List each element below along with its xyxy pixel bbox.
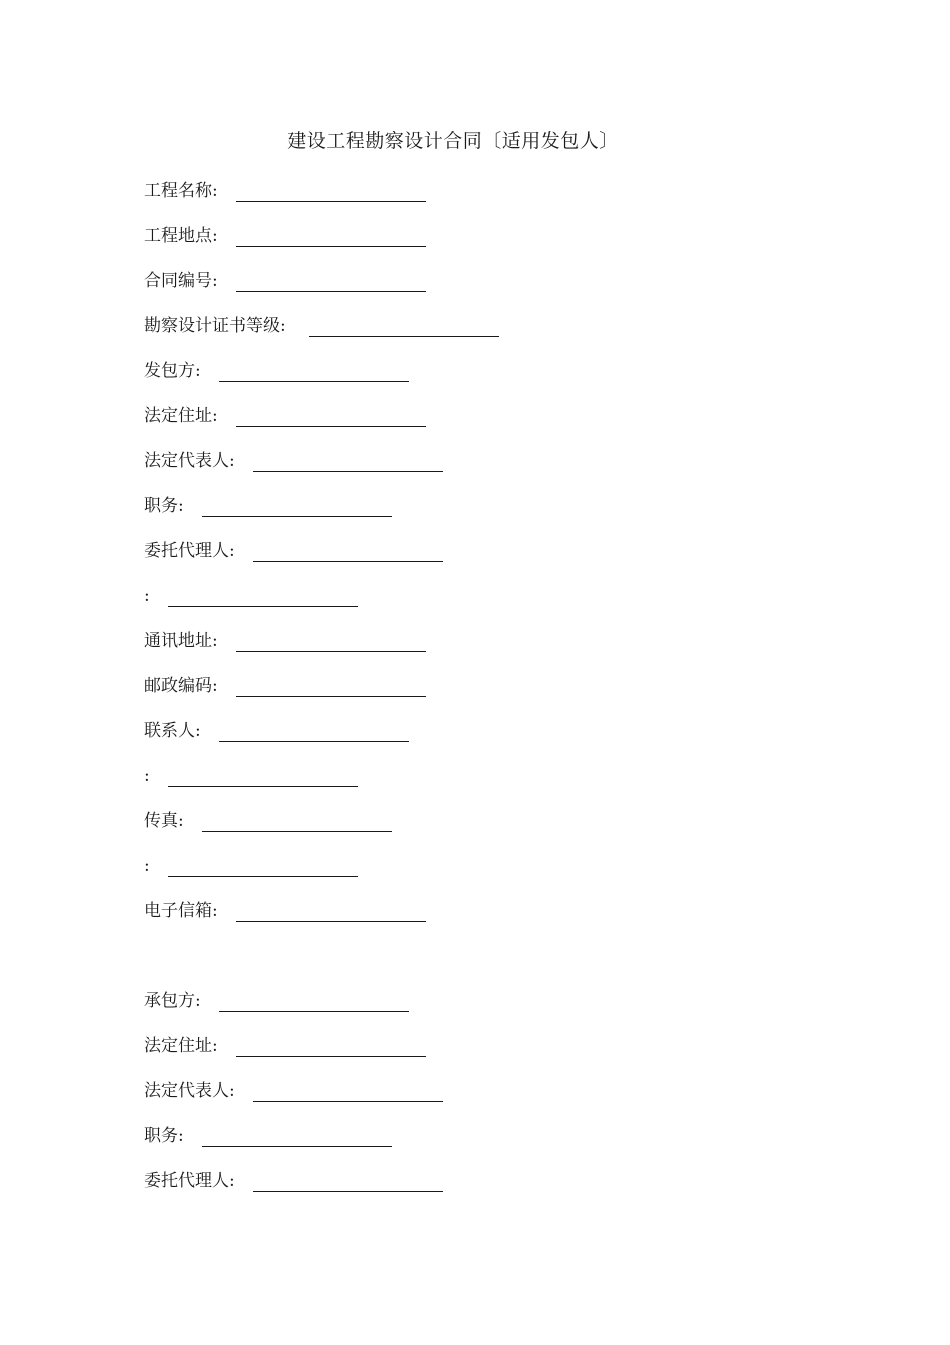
contractor-legal-rep-blank[interactable] [253, 1080, 443, 1102]
certificate-grade-blank[interactable] [309, 315, 499, 337]
field-label: 职务: [144, 496, 184, 516]
unlabeled-2-blank[interactable] [168, 765, 358, 787]
field-certificate-grade [144, 309, 499, 337]
employer-blank[interactable] [219, 360, 409, 382]
email-blank[interactable] [236, 900, 426, 922]
field-label: 传真: [144, 811, 184, 831]
field-label: 法定住址: [144, 406, 218, 426]
field-employer-legal-rep [144, 444, 443, 472]
field-label: 法定住址: [144, 1036, 218, 1056]
contractor-agent-blank[interactable] [253, 1170, 443, 1192]
field-label: 联系人: [144, 721, 201, 741]
field-contractor-position [144, 1119, 392, 1147]
field-label: 合同编号: [144, 271, 218, 291]
field-label: 委托代理人: [144, 1171, 235, 1191]
unlabeled-1-blank[interactable] [168, 585, 358, 607]
field-label: 工程名称: [144, 181, 218, 201]
field-label: 法定代表人: [144, 1081, 235, 1101]
field-contractor-legal-rep [144, 1074, 443, 1102]
field-label: : [144, 766, 150, 786]
field-label: 承包方: [144, 991, 201, 1011]
field-unlabeled-2 [144, 759, 358, 787]
employer-position-blank[interactable] [202, 495, 392, 517]
mailing-address-blank[interactable] [236, 630, 426, 652]
field-label: : [144, 856, 150, 876]
field-label: 工程地点: [144, 226, 218, 246]
field-label: 职务: [144, 1126, 184, 1146]
field-employer [144, 354, 409, 382]
field-employer-address [144, 399, 426, 427]
field-postal-code [144, 669, 426, 697]
field-contractor [144, 984, 409, 1012]
field-contract-number [144, 264, 426, 292]
contractor-blank[interactable] [219, 990, 409, 1012]
field-email [144, 894, 426, 922]
field-contractor-address [144, 1029, 426, 1057]
field-project-name [144, 174, 426, 202]
field-label: 法定代表人: [144, 451, 235, 471]
field-label: 发包方: [144, 361, 201, 381]
field-label: 通讯地址: [144, 631, 218, 651]
project-location-blank[interactable] [236, 225, 426, 247]
document-title: 建设工程勘察设计合同〔适用发包人〕 [287, 130, 619, 152]
field-employer-position [144, 489, 392, 517]
field-project-location [144, 219, 426, 247]
postal-code-blank[interactable] [236, 675, 426, 697]
fax-blank[interactable] [202, 810, 392, 832]
project-name-blank[interactable] [236, 180, 426, 202]
unlabeled-3-blank[interactable] [168, 855, 358, 877]
field-contractor-agent [144, 1164, 443, 1192]
employer-agent-blank[interactable] [253, 540, 443, 562]
contract-number-blank[interactable] [236, 270, 426, 292]
field-employer-agent [144, 534, 443, 562]
field-label: : [144, 586, 150, 606]
field-mailing-address [144, 624, 426, 652]
field-contact-person [144, 714, 409, 742]
contact-person-blank[interactable] [219, 720, 409, 742]
field-label: 邮政编码: [144, 676, 218, 696]
contractor-position-blank[interactable] [202, 1125, 392, 1147]
field-unlabeled-3 [144, 849, 358, 877]
field-label: 勘察设计证书等级: [144, 316, 286, 336]
employer-legal-rep-blank[interactable] [253, 450, 443, 472]
field-fax [144, 804, 392, 832]
field-unlabeled-1 [144, 579, 358, 607]
employer-address-blank[interactable] [236, 405, 426, 427]
contractor-address-blank[interactable] [236, 1035, 426, 1057]
field-label: 委托代理人: [144, 541, 235, 561]
field-label: 电子信箱: [144, 901, 218, 921]
